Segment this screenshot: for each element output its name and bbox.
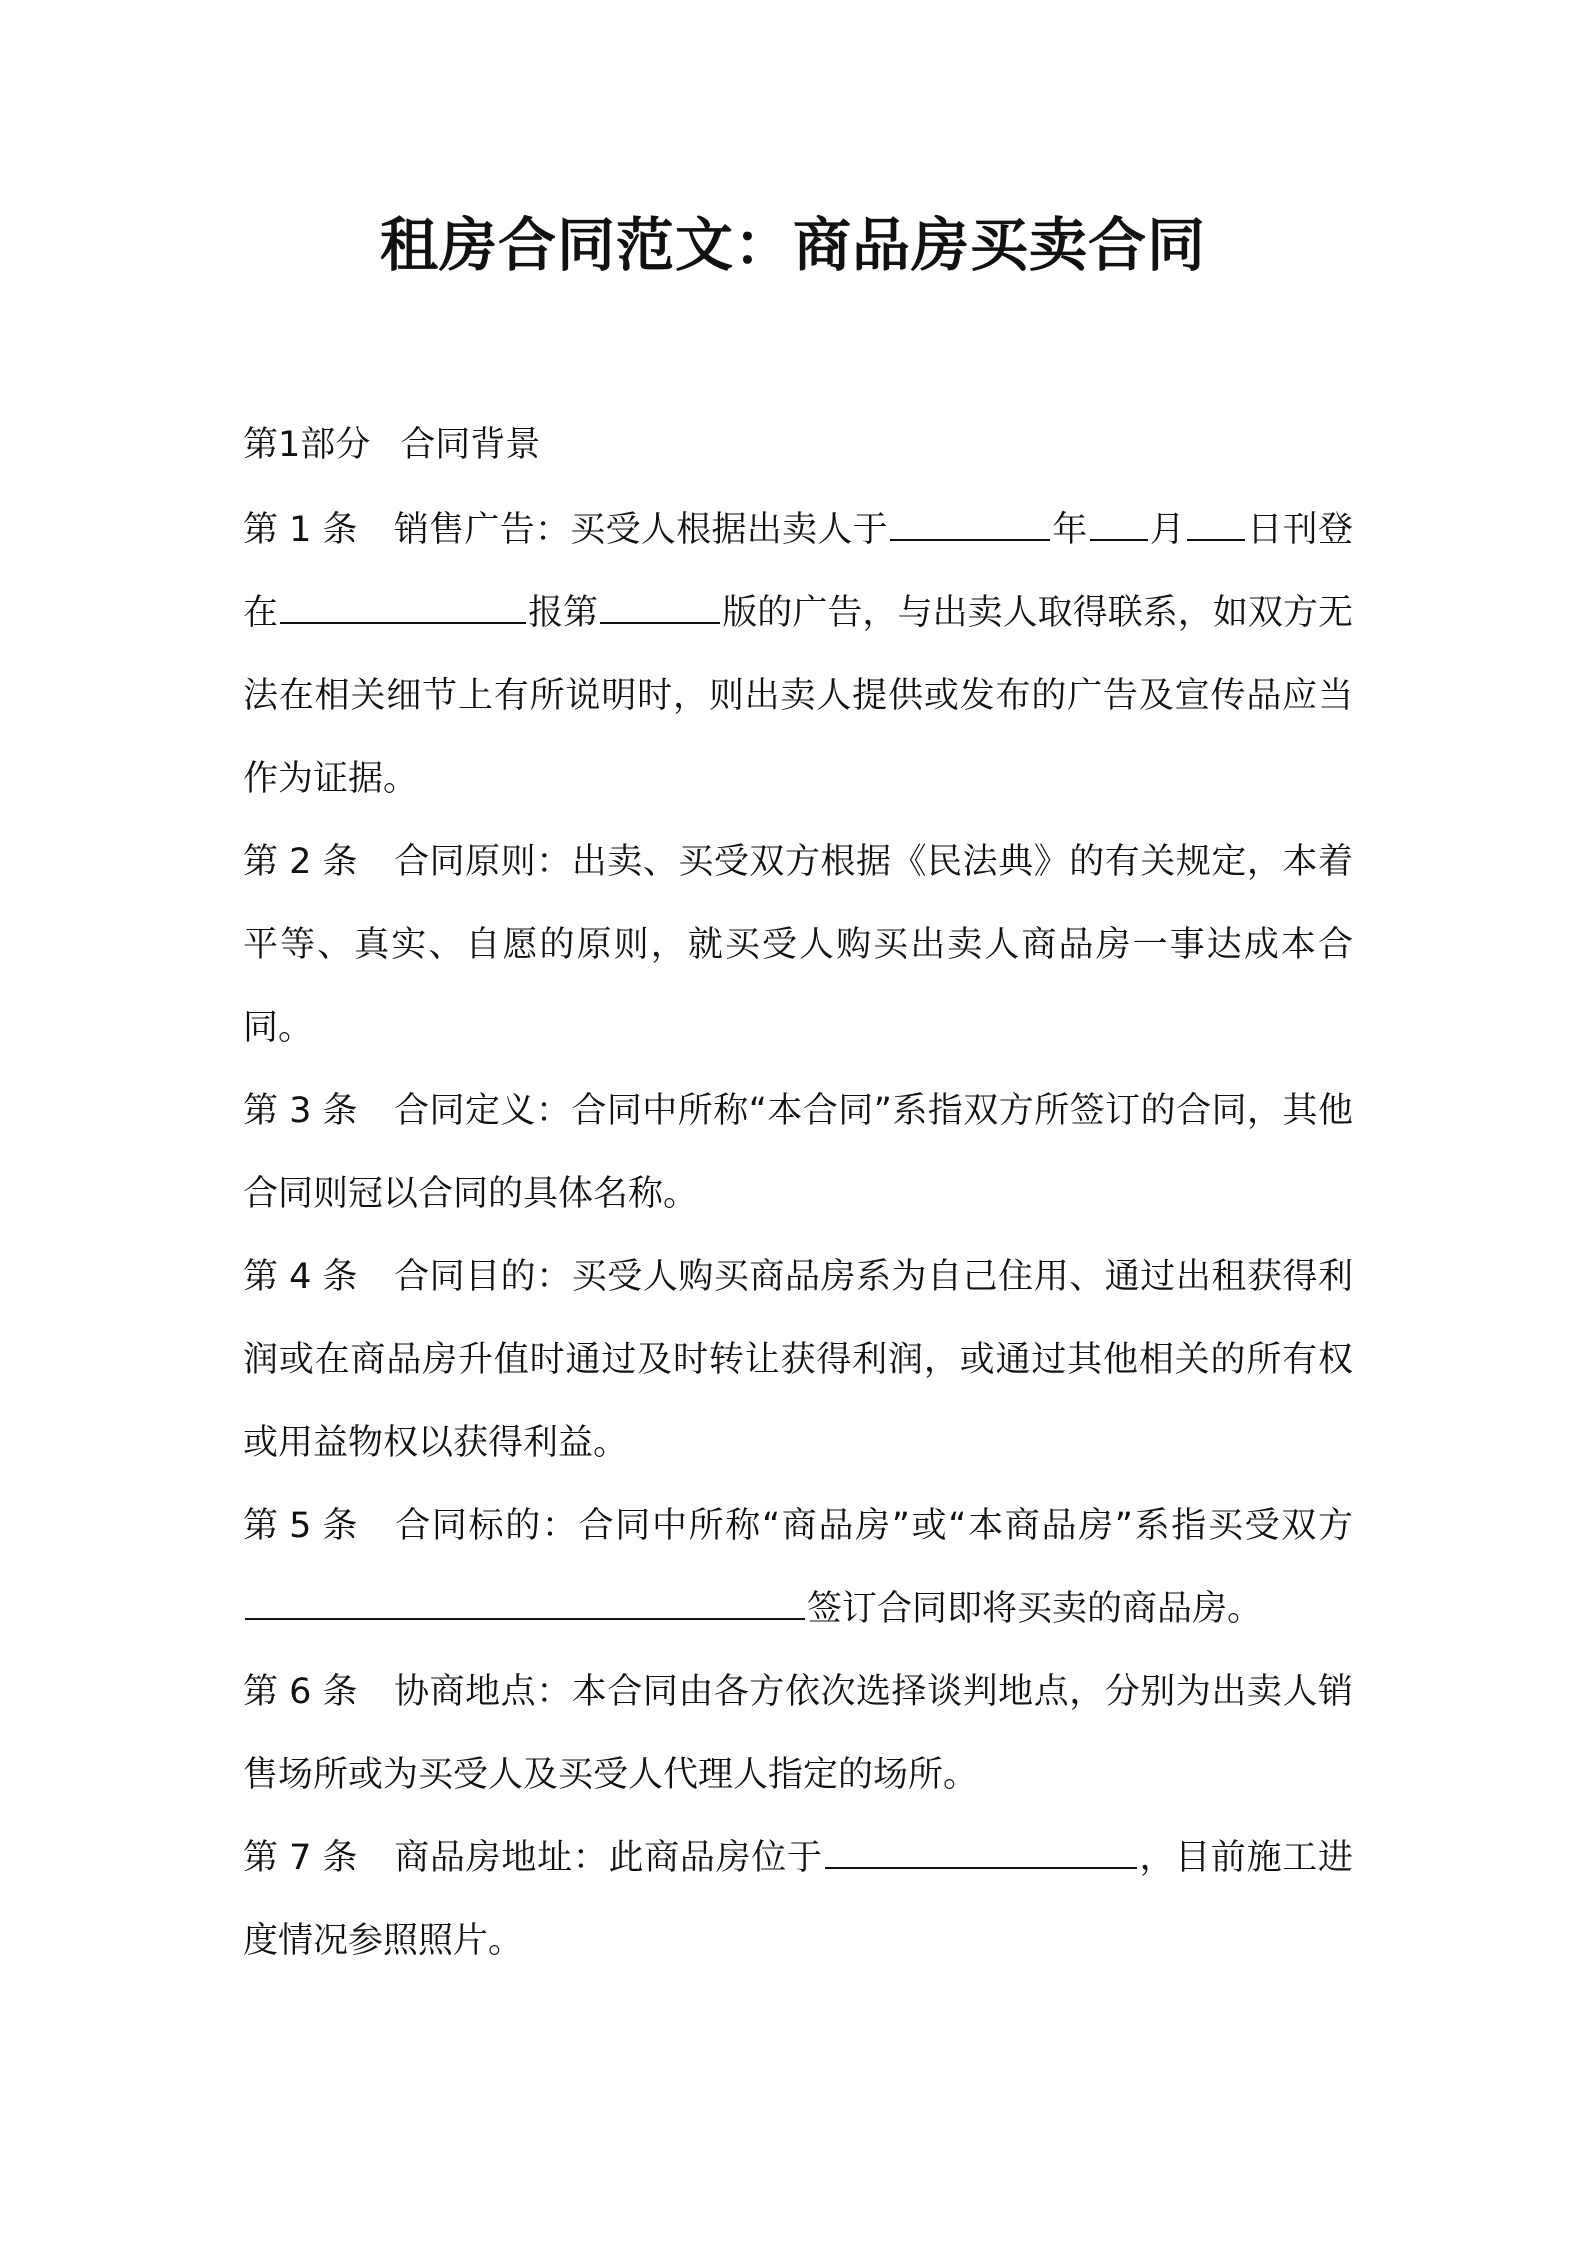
article-text: 版的广告，与出卖人取得联系，如双方无法在相关细节上有所说明时，则出卖人提供或发布的广告及宣传品应当作为证据。 bbox=[243, 593, 1353, 799]
blank-field-buyer-parties bbox=[245, 1588, 805, 1620]
article-text: 报第 bbox=[528, 593, 599, 633]
article-text: 签订合同即将买卖的商品房。 bbox=[807, 1589, 1263, 1629]
article-2 bbox=[243, 821, 1353, 1070]
article-6 bbox=[243, 1651, 1353, 1817]
article-text: 合同目的：买受人购买商品房系为自己住用、通过出租获得利润或在商品房升值时通过及时转让获得利润，或通过其他相关的所有权或用益物权以获得利益。 bbox=[243, 1257, 1353, 1463]
article-text: 合同原则：出卖、买受双方根据《民法典》的有关规定，本着平等、真实、自愿的原则，就买受人购买出卖人商品房一事达成本合同。 bbox=[243, 842, 1353, 1048]
article-1 bbox=[243, 489, 1353, 821]
article-4 bbox=[243, 1236, 1353, 1485]
article-text: 日刊登在 bbox=[243, 510, 1353, 633]
article-number: 第 7 条 bbox=[243, 1838, 358, 1878]
section-name: 合同背景 bbox=[400, 425, 541, 465]
blank-field-newspaper bbox=[280, 592, 526, 624]
section-number: 第1部分 bbox=[243, 425, 371, 465]
document-title: 租房合同范文：商品房买卖合同 bbox=[379, 211, 1206, 279]
article-text: 合同标的：合同中所称“商品房”或“本商品房”系指买受双方 bbox=[393, 1506, 1353, 1546]
article-text: 月 bbox=[1149, 510, 1186, 550]
article-text: 合同定义：合同中所称“本合同”系指双方所签订的合同，其他合同则冠以合同的具体名称。 bbox=[243, 1091, 1353, 1214]
article-number: 第 1 条 bbox=[243, 510, 358, 550]
article-text: 销售广告：买受人根据出卖人于 bbox=[393, 510, 888, 550]
article-text: 协商地点：本合同由各方依次选择谈判地点，分别为出卖人销售场所或为买受人及买受人代理人指定的场所。 bbox=[243, 1672, 1353, 1795]
article-number: 第 2 条 bbox=[243, 842, 358, 882]
blank-field-address bbox=[825, 1837, 1137, 1869]
article-number: 第 6 条 bbox=[243, 1672, 358, 1712]
article-text: 商品房地址：此商品房位于 bbox=[393, 1838, 823, 1878]
document-body bbox=[243, 404, 1353, 1983]
article-number: 第 5 条 bbox=[243, 1506, 358, 1546]
article-7 bbox=[243, 1817, 1353, 1983]
blank-field-page bbox=[600, 592, 720, 624]
blank-field-month bbox=[1090, 509, 1148, 541]
article-text: ，目前施工进度情况参照照片。 bbox=[243, 1838, 1353, 1961]
article-number: 第 3 条 bbox=[243, 1091, 358, 1131]
article-text: 年 bbox=[1051, 510, 1088, 550]
article-number: 第 4 条 bbox=[243, 1257, 358, 1297]
article-5 bbox=[243, 1485, 1353, 1651]
blank-field-day bbox=[1187, 509, 1245, 541]
blank-field-year bbox=[890, 509, 1050, 541]
section-heading bbox=[243, 404, 1353, 487]
article-3 bbox=[243, 1070, 1353, 1236]
